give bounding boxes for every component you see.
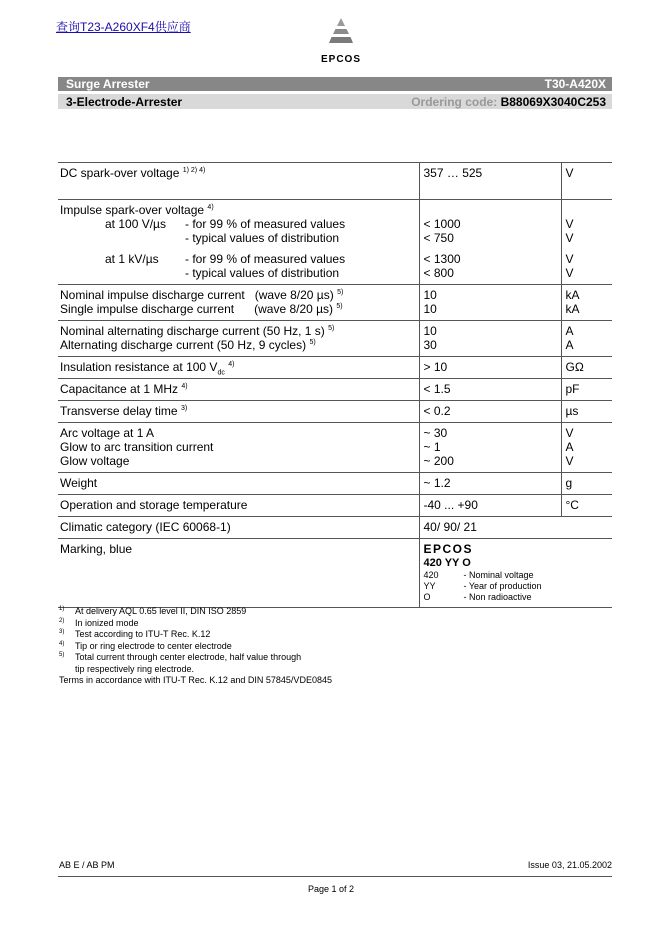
table-row: Arc voltage at 1 A Glow to arc transition current Glow voltage ~ 30 ~ 1 ~ 200 V A V xyxy=(58,423,612,473)
marking-code: 420 YY O xyxy=(423,557,471,569)
footer-department: AB E / AB PM xyxy=(59,860,115,870)
terms-note: Terms in accordance with ITU-T Rec. K.12 and DIN 57845/VDE0845 xyxy=(59,675,332,685)
table-row: Operation and storage temperature -40 ... +90 °C xyxy=(58,495,612,517)
subheader-bar xyxy=(58,94,612,109)
footer-issue: Issue 03, 21.05.2002 xyxy=(527,860,612,870)
table-row: Climatic category (IEC 60068-1) 40/ 90/ 21 xyxy=(58,517,612,539)
spec-table xyxy=(58,162,612,608)
epcos-logo xyxy=(313,16,369,65)
footnote: 4) Tip or ring electrode to center electrode xyxy=(59,640,232,651)
footnote: 3) Test according to ITU-T Rec. K.12 xyxy=(59,629,211,639)
supplier-link[interactable]: 查询T23-A260XF4供应商 xyxy=(56,20,191,34)
marking-logo: EPCOS xyxy=(423,542,474,556)
logo-text: EPCOS xyxy=(320,54,361,65)
table-row: Transverse delay time $^{3)}$ < 0.2 µs xyxy=(58,401,612,423)
header-bar xyxy=(58,77,612,91)
table-row: DC spark-over voltage $^{1) 2) 4)}$ 357 … 525 V xyxy=(58,163,612,200)
ordering-code: Ordering code: B88069X3040C253 xyxy=(411,95,606,109)
subtitle: 3-Electrode-Arrester xyxy=(66,95,183,109)
page-number: Page 1 of 2 xyxy=(307,884,355,894)
footnote: 1) At delivery AQL 0.65 level II, DIN ISO 2859 xyxy=(59,606,247,616)
table-row: Insulation resistance at 100 $V_{dc}$ $^{4)}$ > 10 GΩ xyxy=(58,357,612,379)
table-row: Weight ~ 1.2 g xyxy=(58,473,612,495)
product-type: Surge Arrester xyxy=(66,77,150,91)
footnotes xyxy=(59,606,332,687)
epcos-triangle-icon xyxy=(323,16,359,48)
footnote: 2) In ionized mode xyxy=(59,617,139,628)
footnote-continuation: tip respectively ring electrode. xyxy=(75,663,195,674)
footnote: 5) Total current through center electrode, half value through xyxy=(59,652,302,662)
footer-divider xyxy=(58,876,612,877)
table-row: Nominal alternating discharge current (50 Hz, 1 s) $^{5)}$ Alternating discharge current (50 Hz, 9 cycles) $^{5)}$ 10 30 A A xyxy=(58,321,612,357)
part-number: T30-A420X xyxy=(544,77,606,91)
table-row: Marking, blue EPCOS 420 YY O 420 - Nominal voltage YY - Year of production O - Non radioactive xyxy=(58,539,612,608)
table-row: Capacitance at 1 MHz $^{4)}$ < 1.5 pF xyxy=(58,379,612,401)
table-row: Impulse spark-over voltage $^{4)}$ at 100 V/µs - for 99 % of measured values - typical values of distribution at 1 kV/µs - for 99 % of measured values - typical values of distribution < 1000 < 750 < 1300 < 800 V V V V xyxy=(58,200,612,285)
table-row: Nominal impulse discharge current (wave 8/20 µs) $^{5)}$ Single impulse discharge current (wave 8/20 µs) $^{5)}$ 10 10 kA kA xyxy=(58,285,612,321)
